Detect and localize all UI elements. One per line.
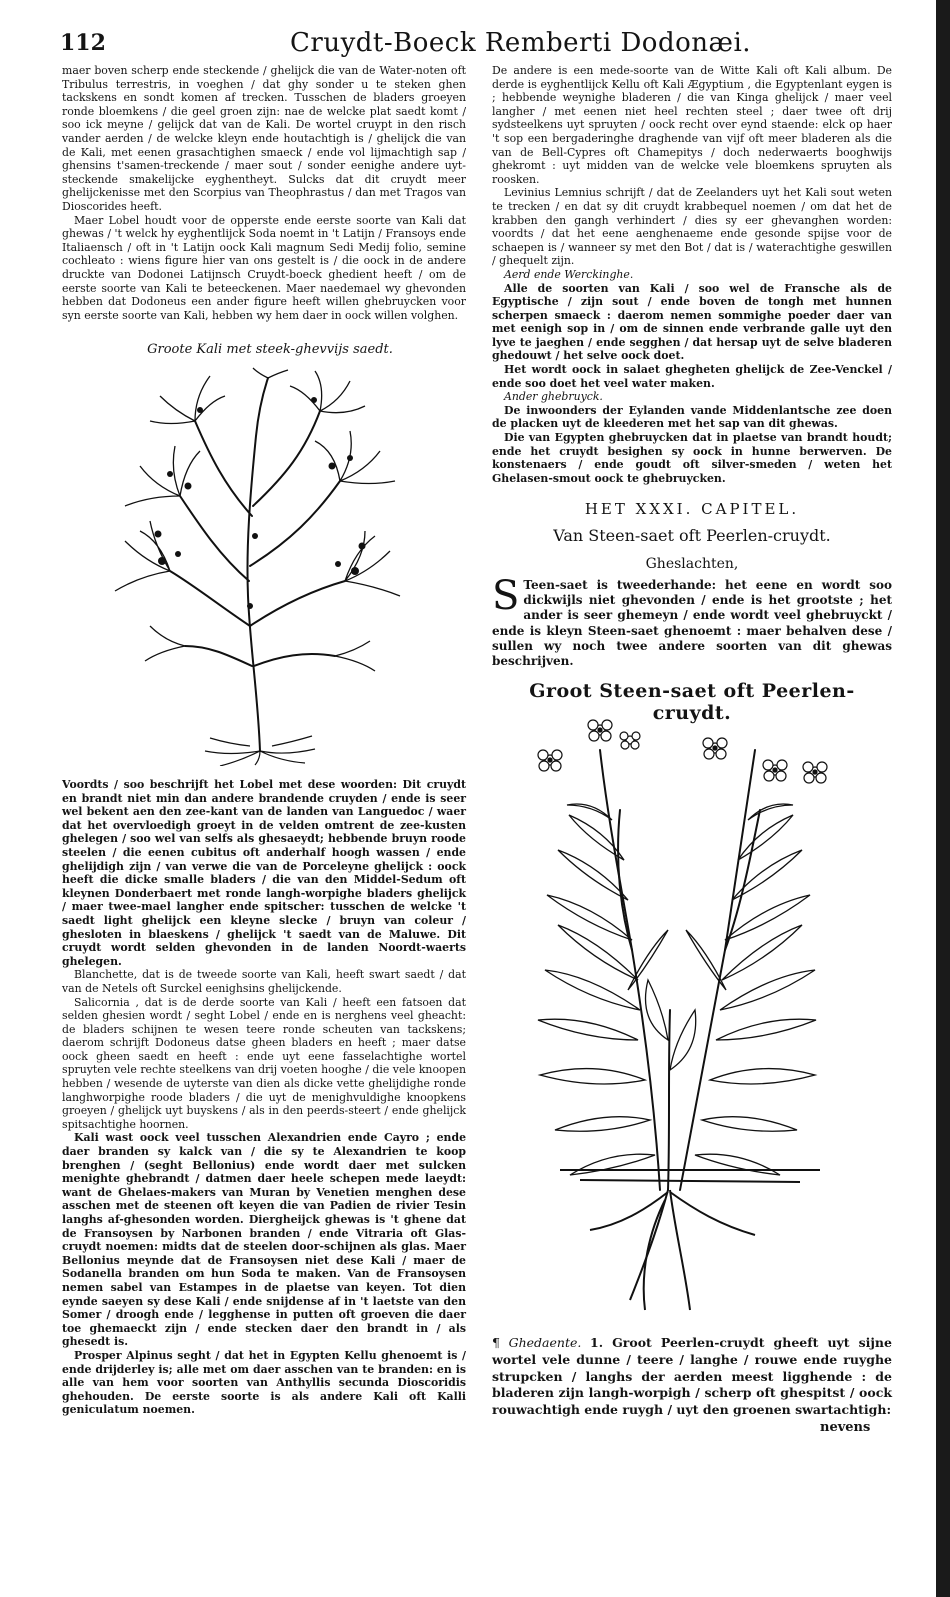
paragraph: Voordts / soo beschrijft het Lobel met dese woorden: Dit cruydt en brandt niet min dan andere brandende cruyden / ende is seer wel bekent aen den zee-kant van de landen van Languedoc / waer dat het overvloedigh groeyt in de velden omtrent de zee-kusten ghelegen / soo wel van selfs als ghesaeydt; hebbende bruyn roode steelen / die eenen cubitus oft anderhalf hoogh wassen / ende ghelijdigh zijn / van verwe die van de Porceleyne ghelijck : oock heeft die dicke smalle bladers / die van den Middel-Sedum oft kleynen Donderbaert met ronde langh-worpighe bladers ghelijck / maer twee-mael langher ende spitscher: tusschen de welcke 't saedt light ghelijck een kleyne slecke / bruyn van coleur / ghesloten in blaeskens / ghelijck 't saedt van de Maluwe. Dit cruydt wordt selden ghevonden in de landen Noordt-waerts ghelegen. xyxy=(62,778,466,968)
paragraph: 1. Groot Peerlen-cruydt gheeft uyt sijne wortel vele dunne / teere / langhe / rouwe ende ruyghe strupcken / langhs der aerden meest ligghende : de bladeren zijn langh-worpigh / scherp oft ghespitst / oock rouwachtigh ende ruygh / uyt den groenen swartachtigh: xyxy=(492,1335,892,1418)
ghedaente-paragraph xyxy=(492,1335,892,1419)
figure-title-peerlen-cruydt: Groot Steen-saet oft Peerlen-cruydt. xyxy=(529,680,855,724)
paragraph: Blanchette, dat is de tweede soorte van Kali, heeft swart saedt / dat van de Netels oft Surckel eenighsins ghelijckende. xyxy=(62,968,466,995)
paragraph: Salicornia , dat is de derde soorte van Kali / heeft een fatsoen dat selden ghesien wordt / seght Lobel / ende en is nerghens veel gheacht: de bladers schijnen te wesen teere ronde scheuten van tackskens; daerom schrijft Dodoneus datse gheen bladers en heeft ; maer datse oock gheen saedt en heeft : ende uyt eene fasselachtighe wortel spruyten vele rechte steelkens van drij voeten hooghe / die vele knoopen hebben / wesende de uyterste van dien als dicke vette ghelijdighe ronde langhworpighe roode bladers / die uyt de menighvuldighe knoopkens groeyen / ghelijck uyt buyskens / als in den peerds-steert / ende ghelijck spitsachtighe hoornen. xyxy=(62,995,466,1131)
page-edge-shadow xyxy=(936,0,950,1597)
paragraph: Het wordt oock in salaet ghegheten ghelijck de Zee-Venckel / ende soo doet het veel water maken. xyxy=(492,363,892,390)
paragraph: Alle de soorten van Kali / soo wel de Fransche als de Egyptische / zijn sout / ende boven de tongh met hunnen scherpen smaeck : daerom nemen sommighe poeder daer van met eenigh sop in / om de sinnen ende verbrande galle uyt den lyve te jaeghen / ende segghen / dat hersap uyt de selve bladeren ghedouwt / het selve oock doet. xyxy=(492,281,892,363)
paragraph: Teen-saet is tweederhande: het eene en wordt soo dickwijls niet ghevonden / ende is het grootste ; het ander is seer ghemeyn / ende wordt veel ghebruyckt / ende is kleyn Steen-saet ghenoemt : maer behalven dese / sullen wy noch twee andere soorten van dit ghewas beschrijven. xyxy=(492,578,892,669)
paragraph: Maer Lobel houdt voor de opperste ende eerste soorte van Kali dat ghewas / 't welck hy eyghentlijck Soda noemt in 't Latijn / Fransoys ende Italiaensch / oft in 't Latijn oock Kali magnum Sedi Medij folio, semine cochleato : wiens figure hier van ons gestelt is / die oock in de andere druckte van Dodonei Latijnsch Cruydt-boeck ghedient heeft / om de eerste soorte van Kali te beteeckenen. Maer naedemael wy ghevonden hebben dat Dodoneus een ander figure heeft willen ghebruycken voor syn eerste soorte van Kali, hebben wy hem daer in oock willen volghen. xyxy=(62,213,466,322)
steen-saet-paragraph xyxy=(492,573,892,669)
pilcrow-mark: ¶ xyxy=(492,1335,509,1350)
page-number: 112 xyxy=(60,30,106,56)
drop-cap: S xyxy=(492,573,520,619)
section-label-ander: Ander ghebruyck. xyxy=(504,390,603,404)
left-top-text xyxy=(62,64,466,322)
paragraph: De andere is een mede-soorte van de Witte Kali oft Kali album. De derde is eyghentlijck Kellu oft Kali Ægyptium , die Egyptenlant eygen is ; hebbende weynighe bladeren / die van Kinga ghelijck / maer veel langher / met eenen niet heel rechten steel ; daer twee oft drij sydsteelkens uyt spruyten / oock recht over eynd staende: elck op haer 't sop een bergaderinghe draghende van vijf oft meer bladeren als die van de Bell-Cypres oft Chamepitys / doch nederwaerts booghwijs ghekromt : uyt midden van de welcke vele bloemkens spruyten als roosken. xyxy=(492,64,892,186)
chapter-title: Van Steen-saet oft Peerlen-cruydt. xyxy=(553,526,831,545)
catchword: nevens xyxy=(820,1420,871,1435)
section-label-aerd: Aerd ende Werckinghe. xyxy=(504,267,634,281)
paragraph: De inwoonders der Eylanden vande Middenlantsche zee doen de placken uyt de kleederen met het sap van dit ghewas. xyxy=(492,403,892,431)
paragraph: Die van Egypten ghebruycken dat in plaetse van brandt houdt; ende het cruydt besighen sy oock in hunne berwerven. De konstenaers / ende goudt oft silver-smeden / weten het Ghelasen-smout oock te ghebruycken. xyxy=(492,431,892,485)
paragraph: maer boven scherp ende steckende / ghelijck die van de Water-noten oft Tribulus terrestris, in voeghen / dat ghy sonder u te steken ghen tackskens en sondt komen af trecken. Tusschen de bladers groeyen ronde bloemkens / die geel groen zijn: nae de welcke plat saedt komt / soo ick meyne / gelijck dat van de Kali. De wortel cruypt in den risch vander aerden / de welcke kleyn ende houtachtigh is / ghelijck die van de Kali, met eenen grasachtighen smaeck / ende vol lijmachtigh sap / ghensins t'samen-treckende / maer sout / sonder eenighe andere uyt-steckende smakelijcke eyghentheyt. Sulcks dat dit cruydt meer ghelijckenisse met den Scorpius van Theophrastus / dan met Tragos van Dioscorides heeft. xyxy=(62,64,466,213)
section-label-ghedaente: Ghedaente. xyxy=(508,1335,582,1350)
left-bottom-text xyxy=(62,778,466,1417)
paragraph: Prosper Alpinus seght / dat het in Egypten Kellu ghenoemt is / ende drijderley is; alle met om daer asschen van te branden: en is alle van hem voor soorten van Anthyllis secunda Dioscoridis ghehouden. De eerste soorte is als andere Kali oft Kalli geniculatum noemen. xyxy=(62,1348,466,1417)
kali-plant-illustration xyxy=(100,366,440,766)
right-top-text xyxy=(492,64,892,485)
paragraph: Kali wast oock veel tusschen Alexandrien ende Cayro ; ende daer branden sy kalck van / die sy te Alexandrien te koop brenghen / (seght Bellonius) ende wordt daer met sulcken menighte ghebrandt / datmen daer heele schepen mede laeydt: want de Ghelaes-makers van Muran by Venetien menghen dese asschen met de steenen oft keyen die van Padien de rivier Tesin langhs af-ghesonden worden. Diergheijck ghewas is 't ghene dat de Fransoysen by Narbonen branden / ende Vitraria oft Glas-cruydt noemen: midts dat de steelen door-schijnen als glas. Maer Bellonius meynde dat de Fransoysen niet dese Kali / maer de Sodanella branden om hun Soda te maken. Van de Fransoysen nemen sabel van Estampes in de plaetse van keyen. Tot dien eynde saeyen sy dese Kali / ende snijdense af in 't laetste van den Somer / droogh ende / legghense in putten oft groeven die daer toe ghemaeckt zijn / ende stecken daer den brandt in / als ghesedt is. xyxy=(62,1131,466,1349)
paragraph: Levinius Lemnius schrijft / dat de Zeelanders uyt het Kali sout weten te trecken / en dat sy dit cruydt krabbequel noemen / om dat het de krabben den gangh verhindert / dies sy eer ghevanghen worden: voordts / dat het eene aenghenaeme ende gesonde spijse voor de schaepen is / wanneer sy met den Bot / dat is / waterachtighe geswillen / ghequelt zijn. xyxy=(492,186,892,268)
running-title: Cruydt-Boeck Remberti Dodonæi. xyxy=(290,28,752,58)
section-label-gheslachten: Gheslachten, xyxy=(645,556,739,572)
peerlen-cruydt-illustration xyxy=(520,710,880,1330)
figure-caption-kali: Groote Kali met steek-ghevvijs saedt. xyxy=(147,342,393,357)
chapter-heading: HET XXXI. CAPITEL. xyxy=(584,500,800,518)
